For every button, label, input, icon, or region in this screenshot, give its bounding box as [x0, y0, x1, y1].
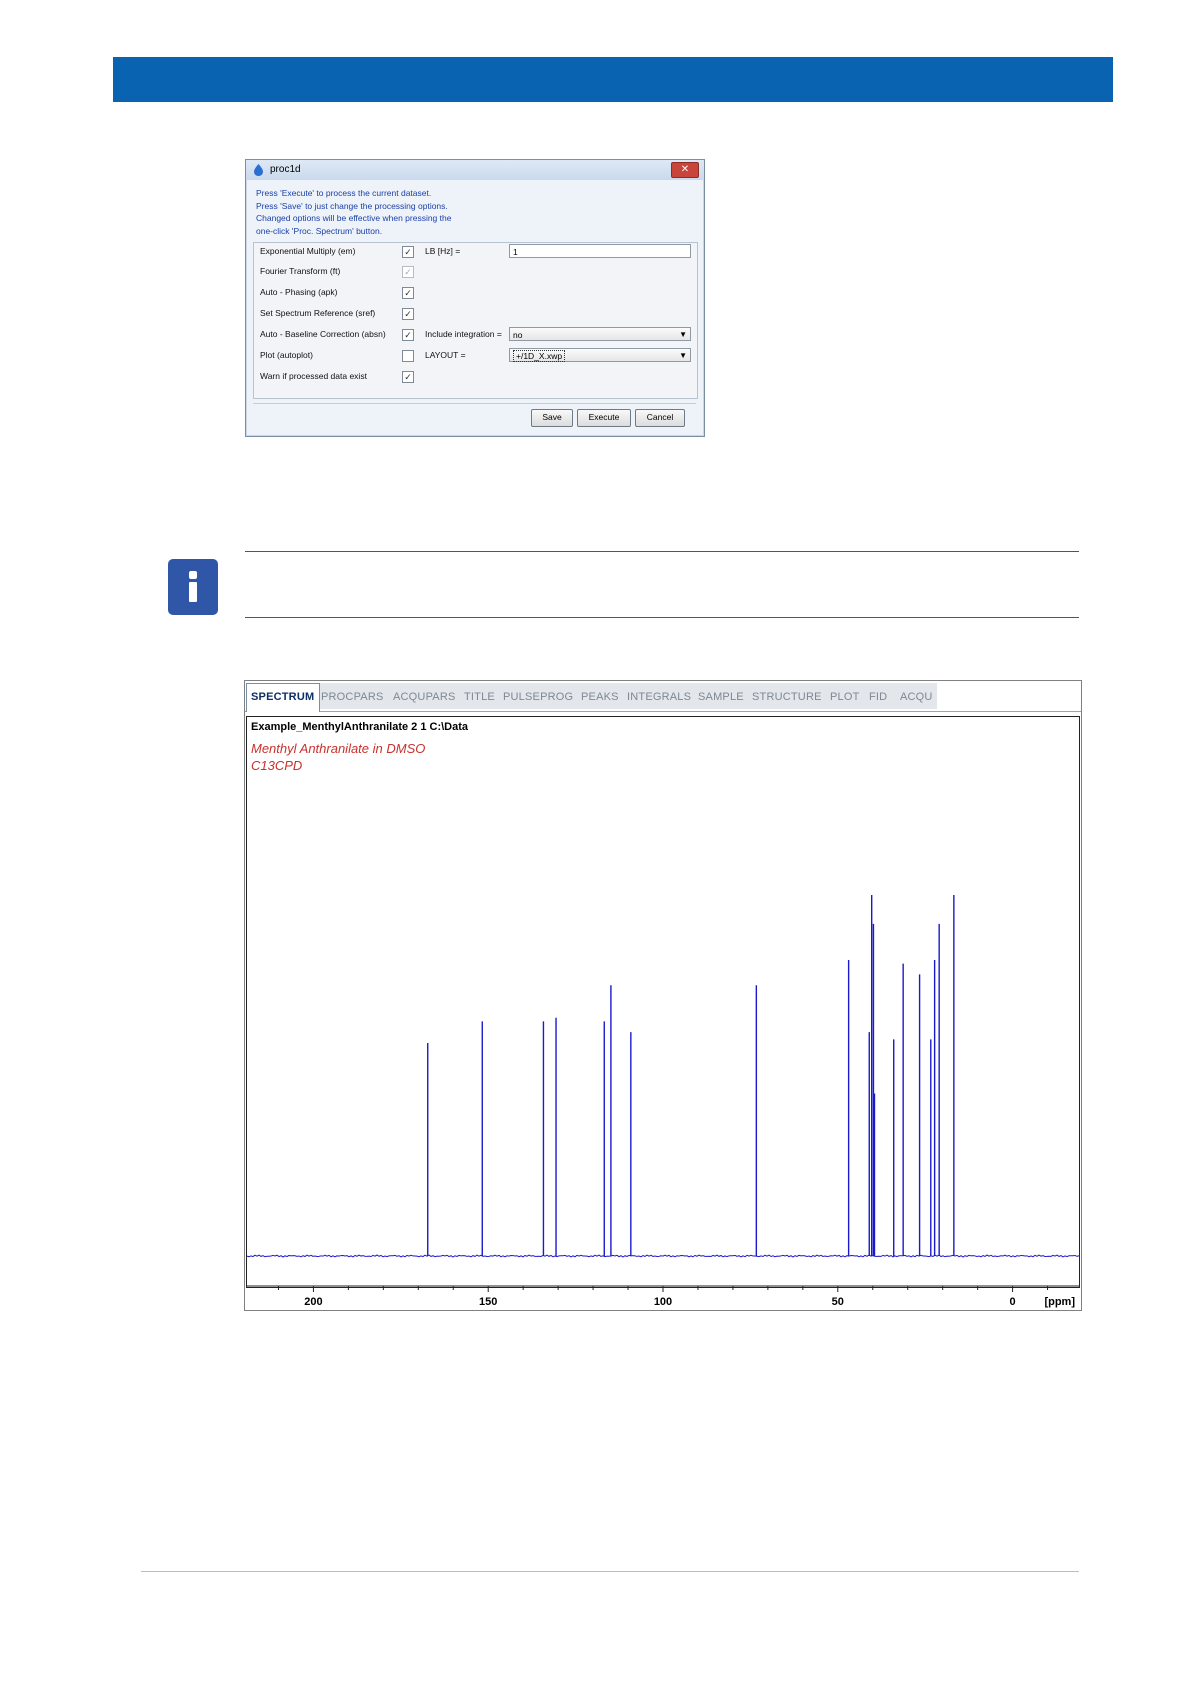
tab-sample[interactable]: SAMPLE: [698, 691, 744, 703]
option-label-autoplot: Plot (autoplot): [260, 350, 313, 360]
lb-label: LB [Hz] =: [425, 246, 461, 256]
note-rule-bottom: [245, 617, 1079, 618]
tab-peaks[interactable]: PEAKS: [581, 691, 619, 703]
close-icon[interactable]: ✕: [671, 162, 699, 178]
lb-input[interactable]: 1: [509, 244, 691, 258]
checkbox-warn[interactable]: ✓: [402, 371, 414, 383]
tab-title[interactable]: TITLE: [464, 691, 495, 703]
spectrum-title-line: C13CPD: [251, 758, 303, 773]
option-label-em: Exponential Multiply (em): [260, 246, 356, 256]
dataset-name: Example_MenthylAnthranilate 2 1 C:\Data: [251, 721, 469, 733]
app-icon: [253, 163, 264, 176]
checkbox-apk[interactable]: ✓: [402, 287, 414, 299]
x-axis-unit: [ppm]: [1044, 1296, 1075, 1308]
note-rule-top: [245, 551, 1079, 552]
save-button[interactable]: Save: [531, 409, 573, 427]
tab-plot[interactable]: PLOT: [830, 691, 860, 703]
tab-acqu[interactable]: ACQU: [900, 691, 933, 703]
spectrum-title-line: Menthyl Anthranilate in DMSO: [251, 741, 426, 756]
instruction-line: Press 'Save' to just change the processing options.: [256, 200, 448, 211]
x-tick-label: 100: [653, 1296, 673, 1308]
x-tick-label: 200: [304, 1296, 323, 1308]
checkbox-sref[interactable]: ✓: [402, 308, 414, 320]
x-tick-label: 50: [831, 1296, 844, 1308]
option-label-absn: Auto - Baseline Correction (absn): [260, 329, 386, 339]
checkbox-autoplot[interactable]: [402, 350, 414, 362]
chevron-down-icon: ▼: [679, 330, 687, 339]
tab-acqupars[interactable]: ACQUPARS: [393, 691, 456, 703]
x-tick-label: 150: [479, 1296, 498, 1308]
option-label-warn: Warn if processed data exist: [260, 371, 367, 381]
tab-procpars[interactable]: PROCPARS: [321, 691, 384, 703]
layout-value: +/1D_X.xwp: [513, 350, 565, 362]
execute-button[interactable]: Execute: [577, 409, 631, 427]
checkbox-em[interactable]: ✓: [402, 246, 414, 258]
instruction-line: Changed options will be effective when pressing the: [256, 213, 452, 223]
option-label-ft: Fourier Transform (ft): [260, 266, 341, 276]
option-label-sref: Set Spectrum Reference (sref): [260, 308, 376, 318]
dialog-instructions: [256, 187, 451, 237]
layout-select[interactable]: [509, 348, 691, 362]
tab-pulseprog[interactable]: PULSEPROG: [503, 691, 574, 703]
spectrum-window: [244, 680, 1082, 1311]
integration-label: Include integration =: [425, 329, 502, 339]
tab-integrals[interactable]: INTEGRALS: [627, 691, 692, 703]
checkbox-absn[interactable]: ✓: [402, 329, 414, 341]
cancel-button[interactable]: Cancel: [635, 409, 685, 427]
info-icon: [168, 559, 218, 615]
options-panel: [253, 242, 698, 399]
chevron-down-icon: ▼: [679, 351, 687, 360]
proc1d-dialog: [245, 159, 705, 437]
integration-value: no: [513, 330, 523, 340]
layout-label: LAYOUT =: [425, 350, 466, 360]
instruction-line: Press 'Execute' to process the current dataset.: [256, 188, 432, 198]
tab-fid[interactable]: FID: [869, 691, 888, 703]
header-bar: [113, 57, 1113, 102]
instruction-line: one-click 'Proc. Spectrum' button.: [256, 225, 383, 236]
x-tick-label: 0: [1009, 1296, 1016, 1308]
spectrum-chart: [245, 681, 1081, 1310]
divider: [253, 403, 696, 404]
checkbox-ft: ✓: [402, 266, 414, 278]
dialog-titlebar[interactable]: [246, 160, 704, 180]
tab-structure[interactable]: STRUCTURE: [752, 691, 822, 703]
tab-spectrum[interactable]: SPECTRUM: [251, 691, 315, 703]
option-label-apk: Auto - Phasing (apk): [260, 287, 338, 297]
footer-rule: [141, 1571, 1079, 1572]
dialog-title: proc1d: [270, 164, 301, 175]
integration-select[interactable]: [509, 327, 691, 341]
